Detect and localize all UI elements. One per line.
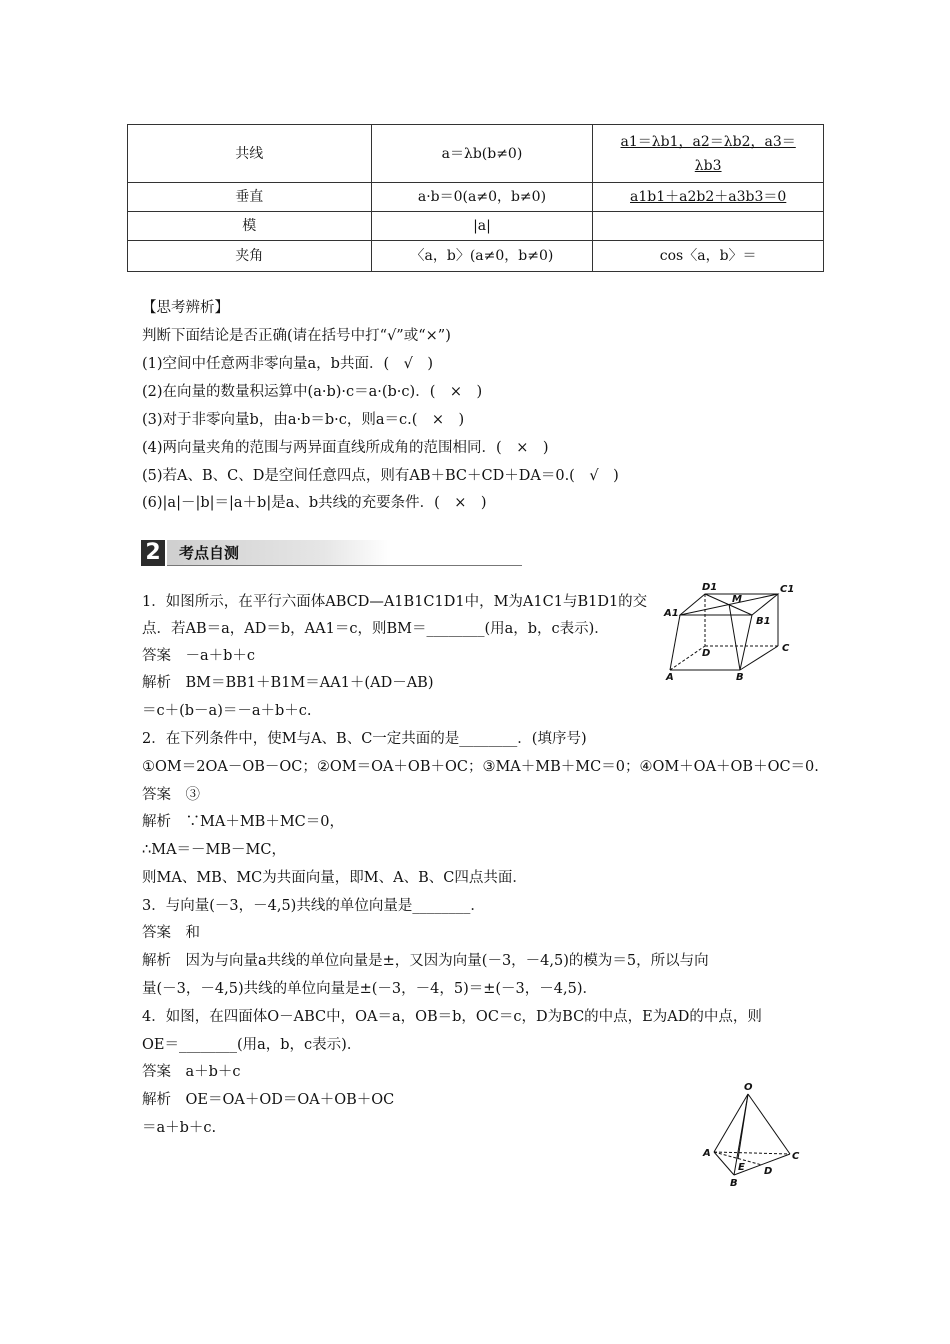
think-intro: 判断下面结论是否正确(请在括号中打“√”或“×”)	[142, 328, 451, 344]
answer: 答案 －a＋b＋c	[142, 648, 256, 664]
segment-OE	[738, 1094, 748, 1159]
answer: 答案 ③	[142, 787, 200, 803]
edge-BC	[740, 646, 778, 670]
row-label: 模	[128, 212, 372, 241]
label-C: C	[782, 643, 790, 654]
vector-expr: |a|	[371, 212, 593, 241]
table-row	[128, 241, 824, 272]
table-row	[128, 183, 824, 212]
edge-AA1	[670, 615, 680, 670]
analysis: ∴MA＝－MB－MC，	[142, 842, 286, 858]
question-text: ①OM＝2OA－OB－OC；②OM＝OA＋OB＋OC；③MA＋MB＋MC＝0；④OM＋OA＋OB＋OC＝0.	[142, 759, 819, 775]
table-row	[128, 125, 824, 183]
analysis: 解析 OE＝OA＋OD＝OA＋OB＋OC	[142, 1092, 395, 1108]
diag-B1D1	[705, 594, 752, 615]
question-text: 3．与向量(－3，－4,5)共线的单位向量是________．	[142, 898, 485, 914]
row-label: 夹角	[128, 241, 372, 272]
vector-expr: a·b＝0(a≠0，b≠0)	[371, 183, 593, 212]
think-item: (4)两向量夹角的范围与两异面直线所成角的范围相同．( × )	[142, 440, 549, 456]
question-text: 4．如图，在四面体O－ABC中，OA＝a，OB＝b，OC＝c，D为BC的中点，E为AD的中点，则	[142, 1009, 762, 1025]
label-A1: A1	[664, 608, 679, 619]
edge-BB1	[740, 615, 752, 670]
vector-expr: a＝λb(b≠0)	[371, 125, 593, 183]
coord-expr: cos〈a，b〉＝	[593, 241, 824, 272]
label-B1: B1	[756, 616, 771, 627]
question-text: OE＝________(用a，b，c表示)．	[142, 1037, 362, 1053]
section-number: 2	[141, 540, 165, 566]
question-text: 1．如图所示，在平行六面体ABCD—A1B1C1D1中，M为A1C1与B1D1的交	[142, 594, 648, 610]
analysis: 解析 BM＝BB1＋B1M＝AA1＋(AD－AB)	[142, 675, 434, 691]
label-B: B	[730, 1178, 738, 1189]
label-B: B	[736, 672, 744, 683]
section-header	[141, 540, 521, 566]
tetrahedron-figure	[700, 1080, 810, 1190]
analysis: ＝a＋b＋c.	[142, 1120, 217, 1136]
label-A: A	[666, 672, 674, 683]
label-D: D	[764, 1166, 773, 1177]
edge-AB	[714, 1152, 734, 1175]
label-E: E	[738, 1162, 745, 1173]
analysis: 解析 ∵MA＋MB＋MC＝0，	[142, 814, 344, 830]
think-item: (6)|a|－|b|＝|a＋b|是a、b共线的充要条件．( × )	[142, 495, 487, 511]
coord-expr	[593, 212, 824, 241]
answer: 答案 a＋b＋c	[142, 1064, 241, 1080]
think-item: (2)在向量的数量积运算中(a·b)·c＝a·(b·c)．( × )	[142, 384, 483, 400]
question-text: 点．若AB＝a，AD＝b，AA1＝c，则BM＝________(用a，b，c表示)．	[142, 621, 609, 637]
edge-AC	[714, 1152, 790, 1154]
coord-line: λb3	[694, 157, 722, 174]
table-row	[128, 212, 824, 241]
coord-line: a1＝λb1，a2＝λb2，a3＝	[620, 133, 796, 150]
edge-AD	[670, 646, 705, 670]
label-D: D	[702, 648, 711, 659]
vector-expr: 〈a，b〉(a≠0，b≠0)	[371, 241, 593, 272]
answer: 答案 和	[142, 925, 200, 941]
comparison-table	[127, 124, 824, 272]
segment-BM	[729, 604, 740, 670]
label-C1: C1	[780, 584, 795, 595]
label-O: O	[744, 1082, 753, 1093]
think-item: (1)空间中任意两非零向量a，b共面．( √ )	[142, 356, 434, 372]
label-A: A	[703, 1148, 711, 1159]
label-D1: D1	[702, 582, 718, 593]
think-item: (5)若A、B、C、D是空间任意四点，则有AB＋BC＋CD＋DA＝0.( √ )	[142, 468, 619, 484]
edge-OC	[748, 1094, 790, 1154]
coord-expr	[593, 125, 824, 183]
analysis: 解析 因为与向量a共线的单位向量是±，又因为向量(－3，－4,5)的模为＝5，所以与向	[142, 953, 709, 969]
row-label: 共线	[128, 125, 372, 183]
question-text: 2．在下列条件中，使M与A、B、C一定共面的是________．(填序号)	[142, 731, 587, 747]
row-label: 垂直	[128, 183, 372, 212]
section-title: 考点自测	[179, 544, 240, 562]
analysis: 则MA、MB、MC为共面向量，即M、A、B、C四点共面．	[142, 870, 527, 886]
think-item: (3)对于非零向量b，由a·b＝b·c，则a＝c.( × )	[142, 412, 465, 428]
think-heading: 【思考辨析】	[142, 300, 229, 316]
parallelepiped-figure	[660, 578, 800, 683]
label-C: C	[792, 1151, 800, 1162]
label-M: M	[732, 594, 742, 605]
analysis: 量(－3，－4,5)共线的单位向量是±(－3，－4，5)＝±(－3，－4,5)．	[142, 981, 597, 997]
section-rule	[167, 565, 522, 566]
analysis: ＝c＋(b－a)＝－a＋b＋c.	[142, 703, 312, 719]
coord-expr: a1b1＋a2b2＋a3b3＝0	[593, 183, 824, 212]
